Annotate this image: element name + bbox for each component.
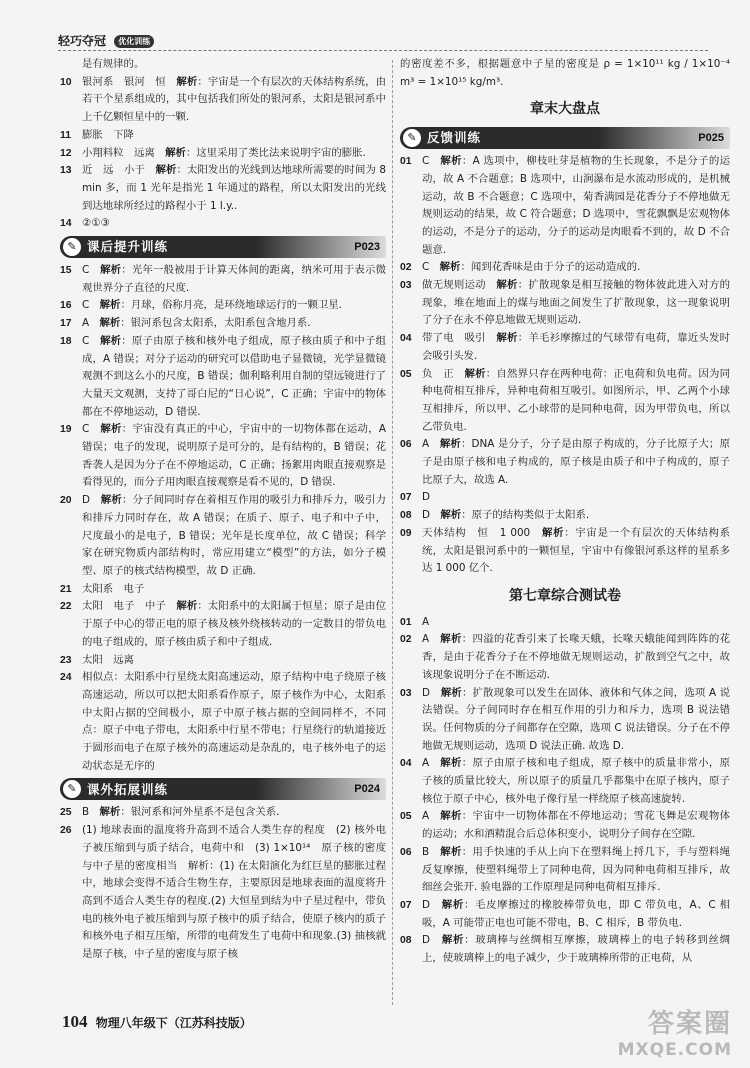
analysis-label: 解析 — [441, 898, 464, 911]
question-number: 01 — [400, 616, 412, 628]
answer-text — [422, 259, 730, 277]
answer-text — [82, 804, 386, 822]
answer-entry — [60, 804, 386, 822]
section-header-extension — [60, 778, 386, 800]
question-number: 20 — [60, 495, 72, 507]
answer-value: A — [422, 757, 430, 770]
analysis-text: ：毛皮摩擦过的橡胶棒带负电，即 C 带负电，A、C 相吸，A 可能带正电也可能不带电，B、C 相斥，B 带负电. — [422, 898, 731, 929]
answer-entry — [60, 145, 386, 163]
section-header-feedback — [400, 127, 730, 149]
question-number: 01 — [400, 156, 412, 168]
analysis-label: 解析 — [541, 526, 565, 539]
analysis-label: 解析 — [165, 146, 186, 159]
answer-value: A — [422, 633, 430, 646]
analysis-label: 解析 — [441, 934, 465, 947]
analysis-text: ：银河系和河外星系不是包含关系. — [120, 806, 280, 819]
answer-value: C — [82, 423, 90, 436]
answer-value: A — [82, 317, 90, 330]
question-number: 23 — [60, 654, 72, 666]
analysis-label: 解析 — [100, 334, 122, 347]
answer-entry — [400, 259, 730, 277]
analysis-text: ：扩散现象可以发生在固体、液体和气体之间，选项 A 说法错误。分子间同时存在相互作用的引力和斥力，选项 B 说法错误。任何物质的分子间都存在空隙，选项 C 说法错误。分子在不停地做无规则运动，选项 D 说法正确. 故选 D. — [422, 686, 731, 752]
question-number: 07 — [400, 492, 412, 504]
page-footer — [62, 1012, 252, 1032]
watermark-url: MXQE.COM — [617, 1040, 732, 1060]
analysis-text: ：这里采用了类比法来说明宇宙的膨胀. — [185, 146, 366, 159]
analysis-label: 解析 — [439, 261, 461, 274]
answer-entry — [60, 333, 386, 422]
analysis-label: 解析 — [176, 75, 198, 88]
analysis-label: 解析 — [99, 317, 121, 330]
question-number: 04 — [400, 333, 412, 345]
answer-text — [422, 808, 730, 843]
answer-value: D — [422, 491, 431, 504]
question-number: 17 — [60, 318, 72, 330]
analysis-text: ：DNA 是分子，分子是由原子构成的，分子比原子大；原子是由原子核和电子构成的，原子核是由质子和中子构成的，原子比原子大，故选 A. — [422, 438, 731, 486]
answer-entry — [60, 822, 386, 964]
analysis-text: ：原子的结构类似于太阳系. — [461, 509, 590, 522]
analysis-text: ：原子由原子核和核外电子组成，原子核由质子和中子组成，A 错误；对分子运动的研究可以借助电子显微镜，光学显微镜观测不到这么小的尺度，B 错误；伽利略利用自制的望远镜进行了大量天文观测，支持了哥白尼的“日心说”，C 正确；宇宙中的物体都在不停地运动，D 错误. — [82, 334, 387, 418]
question-number: 03 — [400, 687, 412, 699]
answer-text — [422, 507, 730, 525]
analysis-label: 解析 — [440, 155, 462, 168]
answer-entry — [60, 262, 386, 297]
answer-text — [82, 56, 386, 74]
answer-value: A — [422, 615, 430, 628]
watermark — [618, 1003, 732, 1060]
answer-entry — [60, 492, 386, 581]
question-number: 04 — [400, 758, 412, 770]
continuation-text: 的密度差不多，根据题意中子星的密度是 ρ = 1×10¹¹ kg / 1×10⁻⁴ m³ = 1×10¹⁵ kg/m³. — [400, 58, 730, 88]
column-divider — [392, 60, 393, 1005]
answer-value: 带了电 吸引 — [422, 332, 486, 345]
left-column — [60, 56, 386, 1006]
answer-text — [82, 127, 386, 145]
answer-entry — [400, 277, 730, 330]
answer-value: 太阳 远离 — [82, 653, 134, 666]
answer-entry — [60, 162, 386, 215]
analysis-text: ：A 选项中，柳枝吐芽是植物的生长现象，不是分子的运动，故 A 不合题意；B 选项中，山涧瀑布是水流动形成的，是机械运动，故 B 不合题意；C 选项中，菊香满园是花香分子不停地做无规则运动的结果，故 C 符合题意；D 选项中，雪花飘飘是宏观物体的运动，不是分子的运动，分子的运动是肉眼看不到的，故 D 不合题意. — [422, 155, 730, 256]
analysis-label: 解析 — [440, 686, 462, 699]
question-number: 02 — [400, 262, 412, 274]
analysis-text: ：闻到花香味是由于分子的运动造成的. — [460, 261, 641, 274]
question-number: 06 — [400, 439, 412, 451]
answer-entry — [400, 932, 730, 967]
answer-entry — [60, 127, 386, 145]
answer-entry — [400, 489, 730, 507]
answer-value: (1) 地球表面的温度将升高到不适合人类生存的程度 (2) 核外电子被压缩到与质子结合，电荷中和 (3) 1×10¹⁴ 原子核的密度与中子星的密度相当 解析：(1) 在太阳演化为红巨星的膨胀过程中，地球会变得不适合生物生存，主要原因是地球表面的温度将升高到不适合人类生存的程度.(2) 大恒星到结为中子星过程中，带负电的核外电子被压缩到与原子核中的质子结合，使原子核内的质子和核外电子相互压缩，所带的电荷发生了电荷中和现象.(3) 抽核就是原子核，中子星的密度与原子核 — [82, 824, 386, 961]
answer-entry — [400, 685, 730, 756]
answer-entry — [400, 330, 730, 365]
analysis-label: 解析 — [440, 810, 462, 823]
analysis-text: ：宇宙中一切物体都在不停地运动；雪花飞舞是宏观物体的运动；水和酒精混合后总体积变小，说明分子间存在空隙. — [422, 810, 731, 841]
answer-value: 做无规则运动 — [422, 279, 486, 292]
answer-text — [82, 315, 386, 333]
answer-entry — [60, 598, 386, 651]
answer-text — [82, 822, 386, 964]
analysis-text: ：原子由原子核和电子组成，原子核中的质量非常小，原子核的质量比较大，所以原子的质量几乎都集中在原子核内，原子核位于原子中心，核外电子像行星一样绕原子核高速旋转. — [422, 757, 731, 805]
answer-text — [422, 330, 730, 365]
answer-value: B — [422, 845, 430, 858]
analysis-label: 解析 — [440, 633, 462, 646]
section-header-after-class — [60, 236, 386, 258]
answer-entry — [400, 153, 730, 259]
answer-text — [422, 366, 730, 437]
answer-entry — [400, 631, 730, 684]
header-badge: 优化训练 — [114, 35, 154, 48]
answer-value: 负 正 — [422, 367, 454, 380]
answer-value: 膨胀 下降 — [82, 128, 134, 141]
question-number: 21 — [60, 583, 72, 595]
analysis-label: 解析 — [440, 757, 462, 770]
answer-value: 太阳 电子 中子 — [82, 600, 166, 613]
analysis-label: 解析 — [176, 600, 198, 613]
chapter-summary-title: 章末大盘点 — [530, 101, 600, 118]
brand-logo: 轻巧夺冠 — [58, 34, 107, 48]
right-column — [400, 56, 730, 1006]
question-number: 13 — [60, 165, 72, 177]
question-number: 16 — [60, 300, 72, 312]
answer-text — [422, 685, 730, 756]
answer-value: 相似点：太阳系中行星绕太阳高速运动，原子结构中电子绕原子核高速运动，所以可以把太阳系看作原子，原子核作为中心，太阳系中太阳占据的空间极小，原子中原子核占据的空间同样不，不同点：原子中电子带电，太阳系中行星不带电；行星绕行的轨道接近于圆形而电子在原子核外的高速运动是杂乱的，电子核外电子的运动状态是无序的 — [82, 671, 386, 772]
answer-entry — [400, 525, 730, 578]
answer-value: ②①③ — [82, 217, 110, 230]
question-number: 22 — [60, 601, 72, 613]
answer-text — [422, 436, 730, 489]
answer-text — [422, 897, 730, 932]
answer-entry — [400, 366, 730, 437]
answer-entry — [60, 421, 386, 492]
question-number: 26 — [60, 825, 72, 837]
analysis-label: 解析 — [155, 164, 177, 177]
page-header — [58, 32, 708, 48]
answer-text — [82, 162, 386, 215]
analysis-label: 解析 — [440, 845, 462, 858]
analysis-text: ：玻璃棒与丝绸相互摩擦，玻璃棒上的电子转移到丝绸上，使玻璃棒上的电子减少，少于玻璃棒所带的正电荷，从 — [422, 934, 731, 965]
question-number: 15 — [60, 265, 72, 277]
answer-entry — [400, 897, 730, 932]
header-rule — [58, 50, 708, 51]
answer-value: C — [82, 264, 90, 277]
question-number: 14 — [60, 218, 72, 230]
answer-text — [422, 614, 730, 632]
analysis-text: ：月球，俗称月亮，是环绕地球运行的一颗卫星. — [120, 299, 342, 312]
answer-value: D — [422, 686, 431, 699]
answer-text — [82, 421, 386, 492]
analysis-text: ：太阳发出的光线到达地球所需要的时间为 8 min 多，而 1 光年是指光 1 年通过的路程，所以太阳发出的光线到达地球所经过的路程小于 1 l.y.. — [82, 164, 386, 212]
question-number: 12 — [60, 147, 72, 159]
answer-entry — [60, 297, 386, 315]
answer-value: 近 远 小于 — [82, 164, 145, 177]
analysis-label: 解析 — [439, 438, 461, 451]
answer-value: C — [82, 334, 90, 347]
answer-entry — [400, 614, 730, 632]
analysis-text: ：太阳系中的太阳属于恒星；原子是由位于原子中心的带正电的原子核及核外绕核转动的一定数目的带负电的电子组成的，原子核由质子和中子组成. — [82, 600, 387, 648]
analysis-label: 解析 — [440, 509, 462, 522]
analysis-label: 解析 — [99, 806, 121, 819]
answer-value: B — [82, 806, 90, 819]
question-number — [60, 56, 82, 74]
answer-text — [82, 598, 386, 651]
analysis-label: 解析 — [99, 299, 121, 312]
section-page: P023 — [354, 241, 380, 254]
answer-text — [422, 932, 730, 967]
answer-text — [82, 669, 386, 775]
section-title: 课后提升训练 — [87, 239, 169, 255]
question-number: 08 — [400, 935, 412, 947]
analysis-label: 解析 — [496, 332, 518, 345]
answer-value: D — [422, 898, 431, 911]
answer-entry — [400, 436, 730, 489]
answer-value: C — [82, 299, 90, 312]
answer-value: 小翔料粒 远离 — [82, 146, 155, 159]
section-page: P024 — [354, 783, 380, 796]
answer-text — [82, 145, 386, 163]
answer-entry — [400, 844, 730, 897]
test-title: 第七章综合测试卷 — [509, 587, 621, 604]
answer-text — [82, 581, 386, 599]
question-number: 19 — [60, 424, 72, 436]
analysis-text: ：扩散现象是相互接触的物体彼此进入对方的现象，堆在地面上的煤与地面之间发生了扩散现象，这一现象说明了分子在永不停息地做无规则运动. — [422, 279, 731, 327]
section-title: 反馈训练 — [427, 130, 482, 146]
answer-value: C — [422, 155, 430, 168]
question-number: 06 — [400, 846, 412, 858]
answer-value: D — [82, 494, 91, 507]
pen-icon: ✎ — [403, 129, 421, 147]
answer-text — [422, 277, 730, 330]
answer-text — [422, 489, 730, 507]
answer-entry — [60, 581, 386, 599]
analysis-label: 解析 — [496, 279, 518, 292]
analysis-text: 是有规律的。 — [82, 58, 145, 70]
question-number: 02 — [400, 634, 412, 646]
answer-value: D — [422, 934, 431, 947]
analysis-text: ：用手快速的手从上向下在塑料绳上捋几下，手与塑料绳反复摩擦，使塑料绳带上了同种电荷，因为同种电荷相互排斥，故细丝会张开. 验电器的工作原理是同种电荷相互排斥. — [422, 845, 731, 894]
analysis-text: ：光年一般被用于计算天体间的距离，纳米可用于表示微观世界分子直径的尺度. — [82, 264, 387, 294]
question-number: 25 — [60, 807, 72, 819]
answer-entry — [400, 755, 730, 808]
analysis-text: ：宇宙没有真正的中心，宇宙中的一切物体都在运动，A 错误；电子的发现，说明原子是可分的，是有结构的，B 错误；花香袭人是因为分子在不停地运动，C 正确；扬絮用肉眼直接观察是看得见的，而分子用肉眼直接观察是看不见的，D 错误. — [82, 423, 387, 489]
analysis-text: ：自然界只存在两种电荷：正电荷和负电荷。因为同种电荷相互排斥，异种电荷相互吸引。如图所示，甲、乙两个小球互相排斥，所以甲、乙小球带的是同种电荷，因为甲带负电，所以乙带负电. — [422, 367, 731, 433]
analysis-text: ：四溢的花香引来了长喙天蛾，长喙天蛾能闻到阵阵的花香，是由于花香分子在不停地做无规则运动，扩散到空气之中，故该现象说明分子在不断运动. — [422, 633, 731, 681]
analysis-text: ：分子间同时存在着相互作用的吸引力和排斥力，吸引力和排斥力同时存在，故 A 错误；在质子、原子、电子和中子中，尺度最小的是电子，B 错误；光年是长度单位，故 C 错误；科学家在研究物质内部结构时，常应用建立“模型”的方法，如分子模型、原子的核式结构模型，故 D 正确. — [82, 494, 387, 577]
answer-text — [82, 297, 386, 315]
answer-entry — [60, 669, 386, 775]
question-number: 08 — [400, 510, 412, 522]
answer-text — [82, 262, 386, 297]
answer-entry — [60, 215, 386, 233]
answer-value: A — [422, 810, 430, 823]
question-number: 07 — [400, 899, 412, 911]
analysis-label: 解析 — [464, 367, 486, 380]
section-title: 课外拓展训练 — [87, 781, 169, 797]
answer-entry — [60, 74, 386, 127]
answer-text — [82, 74, 386, 127]
analysis-text: ：银河系包含太阳系，太阳系包含地月系. — [120, 317, 311, 330]
pen-icon: ✎ — [63, 780, 81, 798]
answer-text — [422, 755, 730, 808]
answer-text — [422, 631, 730, 684]
analysis-text: ：羊毛衫摩擦过的气球带有电荷，靠近头发时会吸引头发. — [422, 332, 731, 362]
answer-text — [422, 525, 730, 578]
question-number: 05 — [400, 811, 412, 823]
answer-value: D — [422, 509, 431, 522]
question-number: 18 — [60, 335, 72, 347]
pen-icon: ✎ — [63, 238, 81, 256]
answer-entry — [400, 507, 730, 525]
answer-text — [422, 153, 730, 259]
analysis-text: ：宇宙是一个有层次的天体结构系统，太阳是银河系中的一颗恒星，宇宙中有像银河系这样的星系多达 1 000 亿个. — [422, 526, 730, 575]
watermark-text: 答案圈 — [647, 1009, 732, 1039]
answer-text — [82, 333, 386, 422]
answer-value: 太阳系 电子 — [82, 582, 145, 595]
question-number: 03 — [400, 280, 412, 292]
answer-value: 天体结构 恒 1 000 — [422, 526, 531, 539]
question-number: 09 — [400, 527, 412, 539]
answer-text — [82, 215, 386, 233]
analysis-label: 解析 — [100, 264, 122, 277]
analysis-label: 解析 — [100, 423, 122, 436]
question-number: 05 — [400, 368, 412, 380]
section-page: P025 — [698, 132, 724, 145]
question-number: 11 — [60, 129, 71, 141]
answer-value: A — [422, 438, 430, 451]
analysis-label: 解析 — [100, 494, 122, 507]
answer-value: 银河系 银河 恒 — [82, 75, 166, 88]
book-title: 物理八年级下（江苏科技版） — [95, 1016, 252, 1030]
question-number: 24 — [60, 672, 72, 684]
answer-entry — [60, 652, 386, 670]
page-number: 104 — [62, 1012, 88, 1031]
question-number: 10 — [60, 76, 72, 88]
answer-text — [82, 492, 386, 581]
answer-text — [82, 652, 386, 670]
answer-text — [422, 844, 730, 897]
analysis-text: ：宇宙是一个有层次的天体结构系统，由若干个星系组成的，其中包括我们所处的银河系，太阳是银河系中上千亿颗恒星中的一颗. — [82, 75, 387, 124]
answer-entry — [60, 56, 386, 74]
answer-entry — [60, 315, 386, 333]
answer-entry — [400, 808, 730, 843]
answer-value: C — [422, 261, 430, 274]
